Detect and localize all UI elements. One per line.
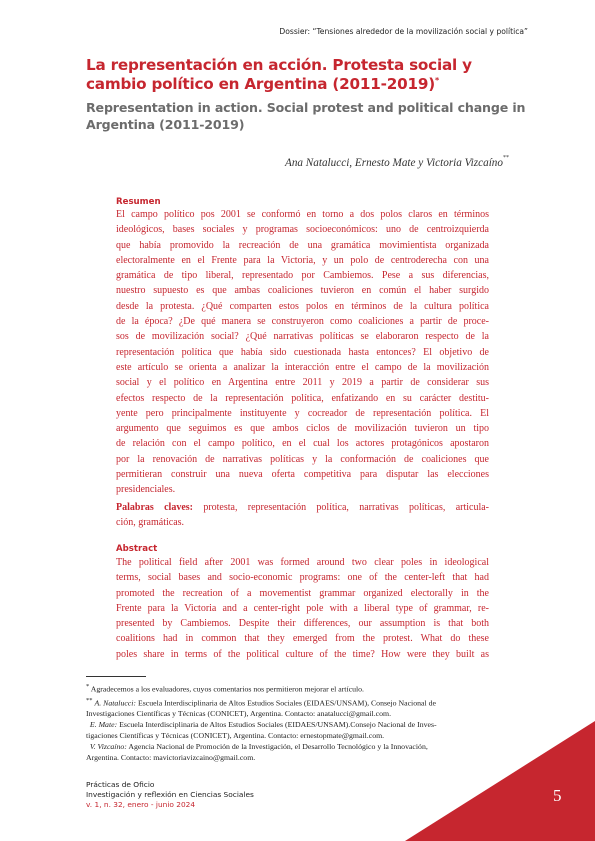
footnote-text: Escuela Interdisciplinaria de Altos Estudios Sociales (EIDAES/UNSAM), Consejo Nacional de [137, 698, 436, 708]
authors-footnote-mark: ** [503, 155, 509, 161]
title-en-line-2: Argentina (2011-2019) [86, 117, 245, 132]
journal-issue: v. 1, n. 32, enero - junio 2024 [86, 800, 196, 809]
footnote-mate-cont: tigaciones Científicas y Técnicas (CONICET), Argentina. Contacto: ernestopmate@gmail.com. [86, 731, 385, 741]
dossier-header: Dossier: “Tensiones alrededor de la movilización social y política” [279, 27, 528, 36]
resumen-line: yente pero principalmente instituyente y cocreador de representación política. El [116, 407, 489, 419]
footnote-author-name: E. Mate: [89, 720, 118, 730]
journal-subtitle: Investigación y reflexión en Ciencias Sociales [86, 790, 254, 799]
title-es-line-1: La representación en acción. Protesta social y [86, 56, 472, 74]
footnote-natalucci [86, 695, 516, 709]
footnote-text: Escuela Interdisciplinaria de Altos Estudios Sociales (EIDAES/UNSAM).Consejo Nacional de Inves- [119, 720, 437, 730]
resumen-line: presidenciales. [116, 484, 176, 496]
footnote-mark: ** [86, 696, 93, 704]
abstract-line: terms, social bases and socio-economic programs: one of the center-left that had [116, 572, 489, 584]
footnote-author-name: A. Natalucci: [94, 698, 137, 708]
resumen-body [116, 207, 489, 498]
footnote-text: Agradecemos a los evaluadores, cuyos comentarios nos permitieron mejorar el artículo. [90, 684, 365, 694]
footnote-natalucci-cont: Investigaciones Científicas y Técnicas (CONICET), Argentina. Contacto: anatalucci@gmail.com. [86, 709, 392, 719]
abstract-heading: Abstract [116, 544, 158, 554]
resumen-line: por la renovación de narrativas políticas y la conformación de coaliciones que [116, 453, 489, 465]
keywords-line-1 [116, 500, 489, 515]
footnote-author-name: V. Vizcaíno: [89, 742, 127, 752]
abstract-body [116, 555, 489, 662]
footnote-vizcaino-cont: Argentina. Contacto: mavictoriavizcaino@gmail.com. [86, 753, 256, 763]
resumen-line: efectos respecto de la representación política, enfatizando en su carácter destitu- [116, 392, 489, 404]
keywords-label: Palabras claves: [116, 502, 193, 513]
corner-triangle [405, 721, 595, 841]
resumen-line: El campo político pos 2001 se conformó en torno a dos polos claros en términos [116, 209, 489, 220]
keywords-line-2: ción, gramáticas. [116, 517, 185, 529]
resumen-line: de relación con el campo político, en el cual los actores protagónicos apostaron [116, 438, 489, 450]
footnote-divider [86, 676, 146, 677]
keywords [116, 500, 489, 531]
abstract-line: promoted the recreation of a movementist grammar organized electorally in the [116, 587, 489, 599]
resumen-line: este artículo se orienta a analizar la interacción entre el campo de la movilización [116, 361, 489, 373]
authors [285, 157, 509, 169]
article-title-spanish [86, 56, 526, 93]
resumen-line: representación política que había sido cuestionada hasta entonces? El objetivo de [116, 346, 489, 358]
resumen-line: argumento que seguimos es que ambos ciclos de movilización tuvieron un tipo [116, 423, 489, 435]
resumen-line: electoralmente en el Frente para la Victoria, y un polo de centroderecha con una [116, 254, 489, 266]
abstract-line: The political field after 2001 was formed around two clear poles in ideological [116, 557, 489, 568]
title-es-line-2: cambio político en Argentina (2011-2019) [86, 74, 435, 93]
resumen-line: permitieran construir una nueva oferta competitiva para disputar las elecciones [116, 469, 489, 481]
footnote-text: Agencia Nacional de Promoción de la Investigación, el Desarrollo Tecnológico y la Innovación, [128, 742, 428, 752]
abstract-line: presented by Cambiemos. Despite their differences, our assumption is that both [116, 618, 489, 630]
resumen-line: ideológicos, bases sociales y programas socioeconómicos: uno de centroizquierda [116, 224, 489, 236]
abstract-line: Frente para la Victoria and a center-right pole with a liberal type of grammar, re- [116, 602, 489, 614]
resumen-line: de la época? ¿De qué manera se construyeron como coaliciones a partir de proce- [116, 316, 489, 328]
abstract-line: poles share in terms of the political culture of the time? How were they built as [116, 648, 489, 660]
keywords-text-1: protesta, representación política, narrativas políticas, articula- [203, 502, 490, 513]
resumen-line: social y el político en Argentina entre 2011 y 2019 a partir de considerar sus [116, 377, 489, 389]
resumen-line: gramática de tipo liberal, representado por Cambiemos. Pese a sus diferencias, [116, 270, 489, 282]
resumen-line: nuestro supuesto es que ambas coaliciones tuvieron en común el haber surgido [116, 285, 489, 297]
title-en-line-1: Representation in action. Social protest and political change in [86, 100, 526, 115]
resumen-line: que había promovido la recreación de una gramática movimientista organizada [116, 239, 489, 251]
journal-name: Prácticas de Oficio [86, 780, 155, 789]
page-number: 5 [553, 786, 562, 805]
resumen-line: desde la protesta. ¿Qué comparten estos polos en términos de la cultura política [116, 300, 489, 312]
abstract-line: coalitions had in common that they emerged from the protest. What do these [116, 633, 489, 645]
footnote-acknowledgement [86, 681, 516, 695]
journal-info [86, 780, 254, 810]
title-footnote-mark: * [434, 75, 439, 85]
resumen-heading: Resumen [116, 197, 161, 207]
author-names: Ana Natalucci, Ernesto Mate y Victoria Vizcaíno [284, 157, 503, 169]
resumen-line: sos de movilización social? ¿Qué narrativas políticas se elaboraron respecto de la [116, 331, 489, 343]
article-title-english [86, 99, 526, 133]
footnote-mark: * [86, 683, 90, 690]
